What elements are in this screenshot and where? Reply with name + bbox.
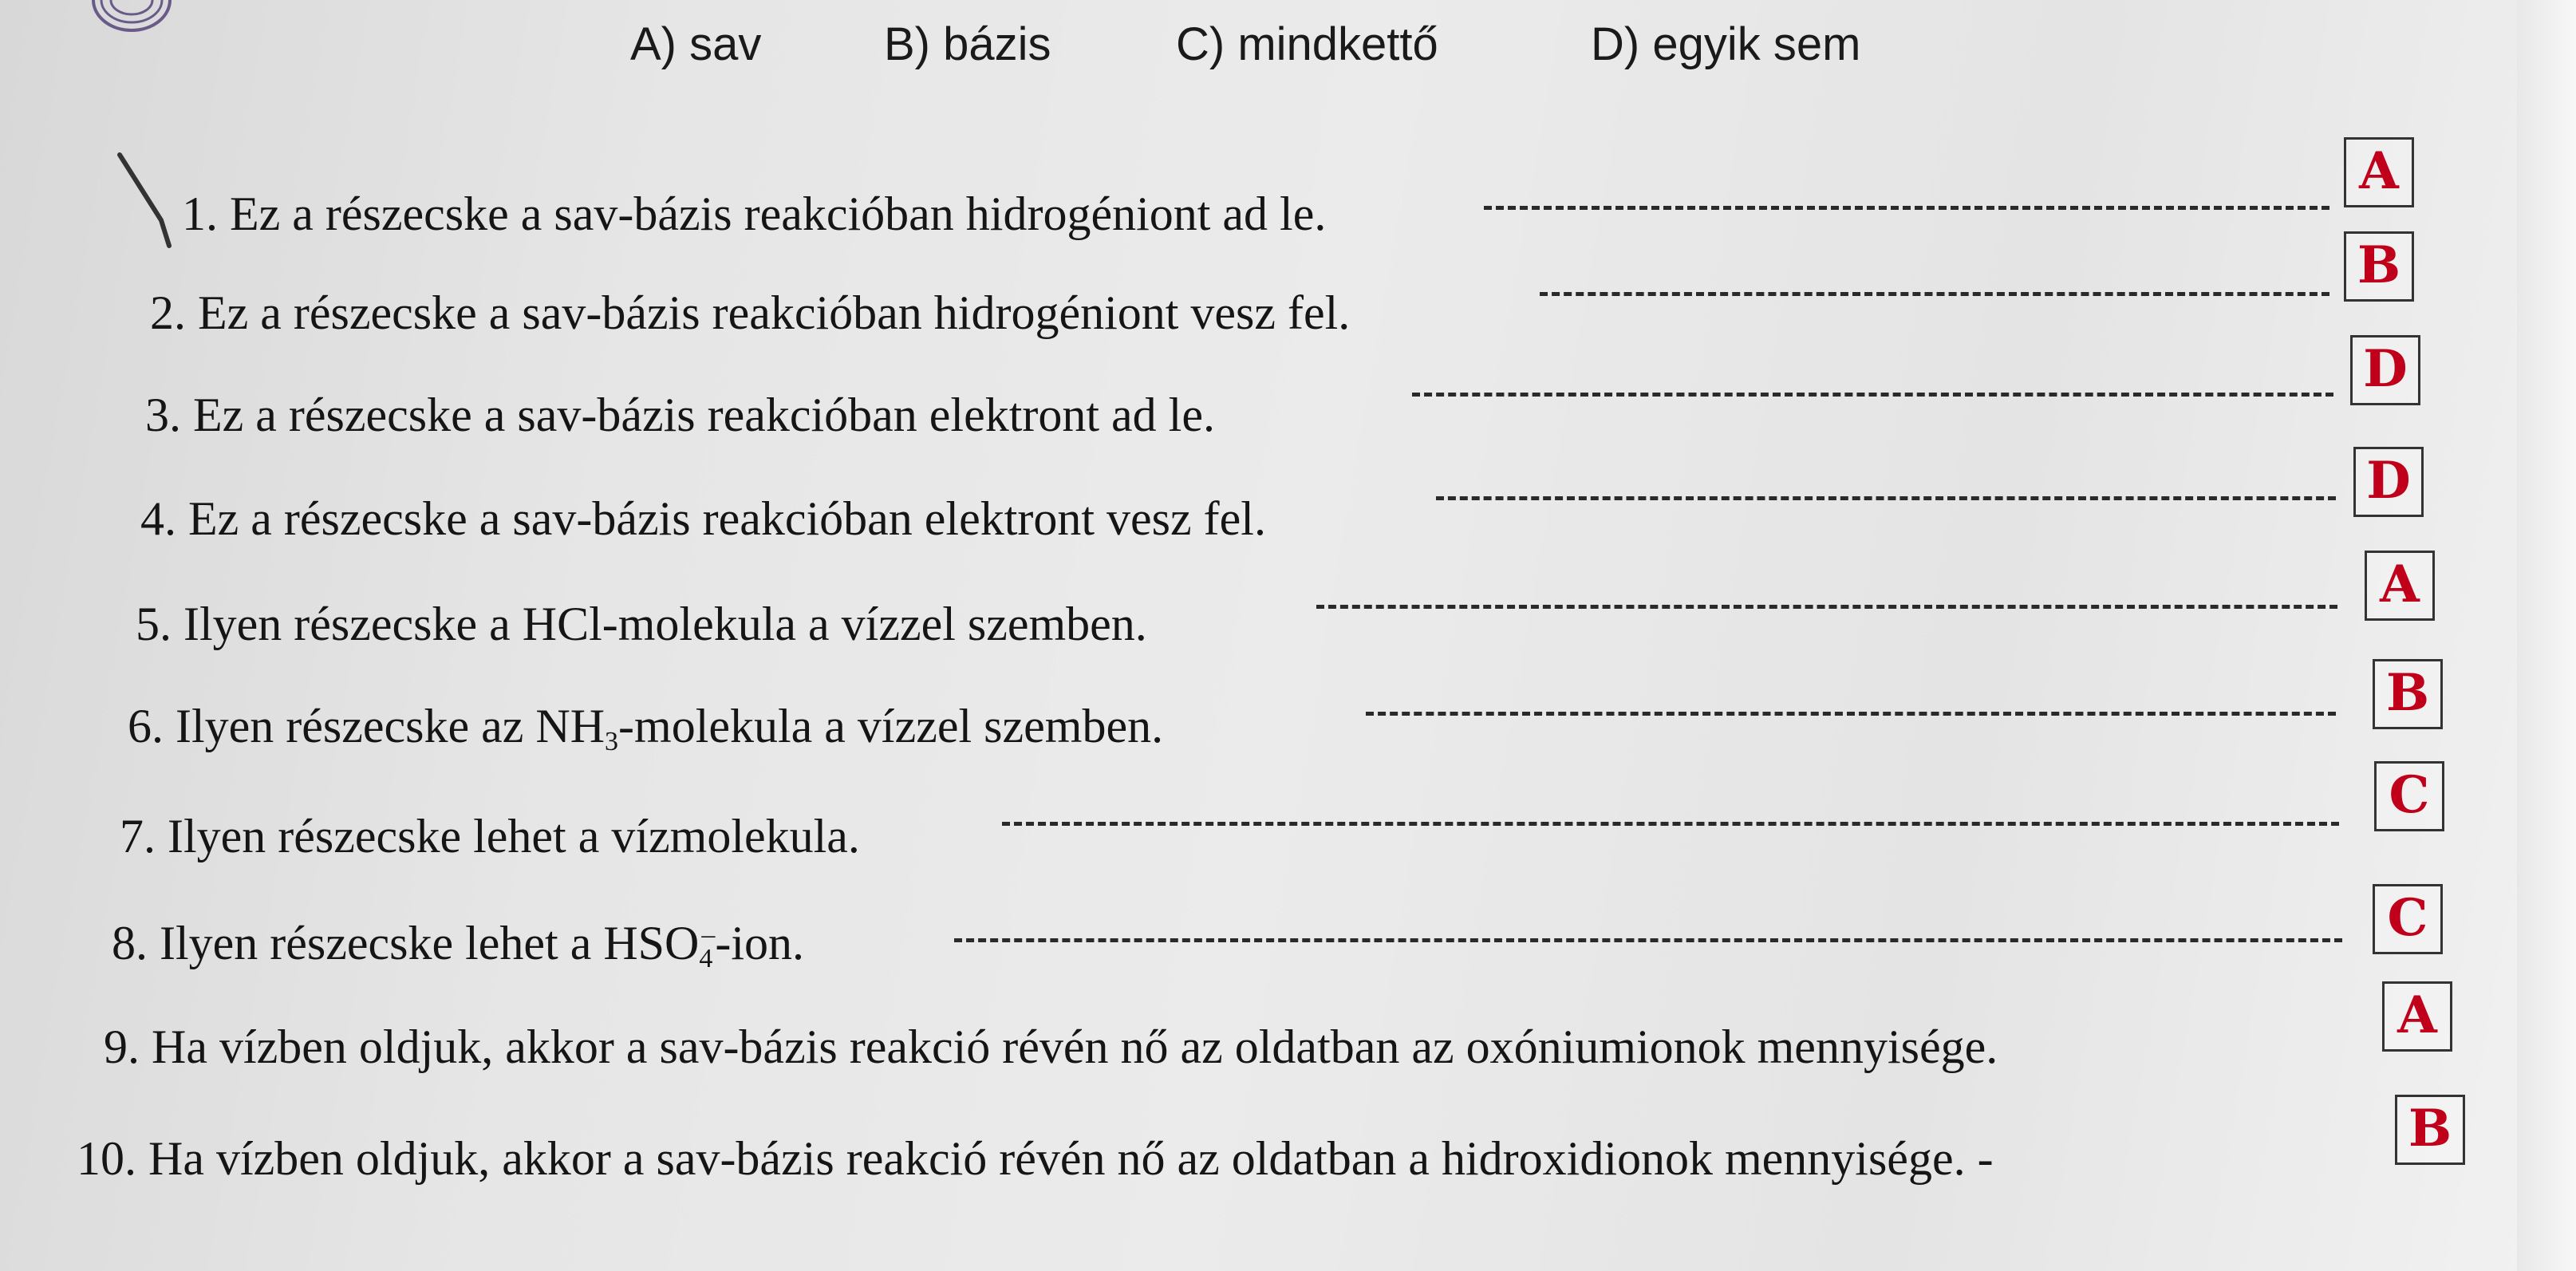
question-3 [145, 391, 1215, 439]
option-c: C) mindkettő [1176, 18, 1438, 70]
option-a: A) sav [630, 18, 762, 70]
subscript: 4 [699, 944, 713, 973]
question-number: 1. [182, 187, 218, 240]
answer-box-5[interactable]: A [2365, 551, 2435, 621]
answer-line [1316, 605, 2337, 609]
answer-line [1412, 393, 2333, 397]
question-text-start: Ilyen részecske lehet a HSO [160, 917, 700, 969]
question-text-end: -ion. [715, 917, 805, 969]
question-text-start: Ilyen részecske az NH [176, 700, 606, 752]
answer-box-8[interactable]: C [2373, 884, 2443, 954]
question-text: Ilyen részecske a HCl-molekula a vízzel szemben. [183, 598, 1147, 650]
answer-box-9[interactable]: A [2382, 981, 2452, 1052]
answer-box-3[interactable]: D [2350, 335, 2420, 405]
question-9 [104, 1020, 1998, 1073]
question-5 [136, 600, 1147, 648]
answer-line [1540, 292, 2329, 296]
answer-box-1[interactable]: A [2344, 137, 2414, 207]
subscript: 3 [605, 727, 619, 756]
question-number: 3. [145, 389, 181, 441]
page-edge [2517, 0, 2576, 1271]
question-text: Ez a részecske a sav-bázis reakcióban elektront vesz fel. [188, 492, 1266, 545]
question-text: Ha vízben oldjuk, akkor a sav-bázis reakció révén nő az oldatban a hidroxidionok mennyisége. - [148, 1132, 1994, 1185]
question-text: Ez a részecske a sav-bázis reakcióban elektront ad le. [193, 389, 1215, 441]
question-7 [120, 812, 860, 860]
question-number: 4. [140, 492, 176, 545]
answer-line [1436, 496, 2336, 500]
pen-scribble-mark [88, 0, 176, 48]
question-number: 2. [150, 286, 186, 339]
question-1 [182, 187, 1327, 240]
answer-box-10[interactable]: B [2395, 1095, 2465, 1165]
option-d: D) egyik sem [1591, 18, 1861, 70]
question-number: 7. [120, 810, 156, 862]
question-number: 6. [128, 700, 164, 752]
question-8 [112, 919, 804, 973]
question-number: 10. [77, 1132, 136, 1185]
question-number: 5. [136, 598, 172, 650]
question-10 [77, 1132, 1994, 1185]
answer-line [1002, 822, 2339, 826]
answer-box-7[interactable]: C [2374, 761, 2444, 831]
question-text-end: -molekula a vízzel szemben. [618, 700, 1164, 752]
option-b: B) bázis [884, 18, 1051, 70]
answer-line [954, 938, 2342, 942]
answer-line [1366, 712, 2336, 716]
answer-box-4[interactable]: D [2353, 447, 2424, 517]
answer-line [1484, 206, 2329, 210]
question-text: Ez a részecske a sav-bázis reakcióban hidrogéniont ad le. [230, 187, 1327, 240]
question-4 [140, 492, 1266, 545]
answer-box-2[interactable]: B [2344, 231, 2414, 302]
question-text: Ez a részecske a sav-bázis reakcióban hidrogéniont vesz fel. [198, 286, 1351, 339]
answer-box-6[interactable]: B [2373, 659, 2443, 729]
question-number: 8. [112, 917, 148, 969]
question-2 [150, 286, 1351, 339]
question-text: Ha vízben oldjuk, akkor a sav-bázis reakció révén nő az oldatban az oxóniumionok mennyisége. [152, 1020, 1998, 1073]
question-text: Ilyen részecske lehet a vízmolekula. [168, 810, 860, 862]
superscript: – [701, 920, 716, 949]
question-number: 9. [104, 1020, 140, 1073]
question-6 [128, 702, 1163, 756]
